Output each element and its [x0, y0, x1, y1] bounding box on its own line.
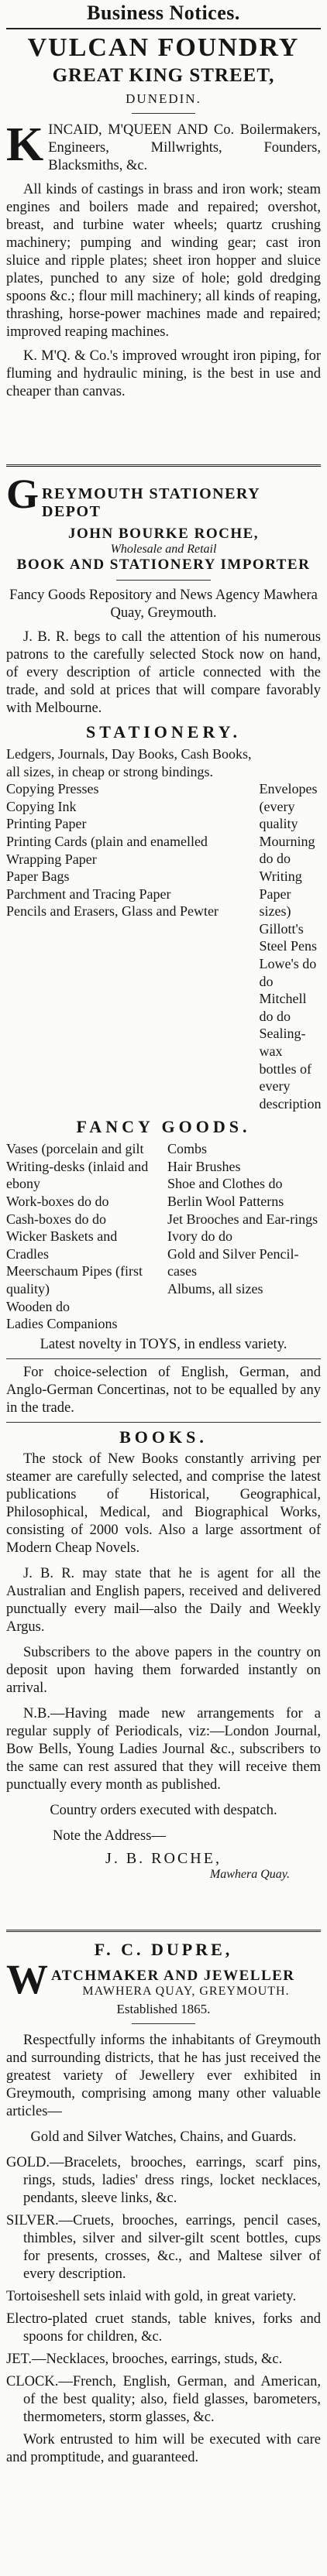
- list-item: Gold and Silver Pencil-cases: [167, 1245, 299, 1279]
- list-item: Shoe and Clothes do: [167, 1176, 283, 1192]
- list-item: bottles of every description: [259, 1060, 322, 1112]
- list-item: Combs: [167, 1141, 208, 1157]
- dupre-address: MAWHERA QUAY, GREYMOUTH.: [82, 1985, 290, 1998]
- books-notice: The stock of New Books constantly arriving per steamer are carefully selected, and comprise the latest publications of Historical, Geographical, Philosophical, Medical, and Biographical Works, consisting of 2000 vols. Also a large assortment of Modern Cheap Novels.: [6, 1451, 321, 1556]
- dupre-tortoiseshell: Tortoiseshell sets inlaid with gold, in great variety.: [6, 2289, 297, 2304]
- list-item: Writing-desks (inlaid and ebony: [6, 1158, 149, 1192]
- dupre-gold: GOLD.—Bracelets, brooches, earrings, scarf pins, rings, studs, ladies' dress rings, locket necklaces, pendants, sleeve links, &c.: [6, 2155, 321, 2206]
- vulcan-title: VULCAN FOUNDRY: [27, 33, 300, 62]
- list-item: Printing Paper: [6, 816, 87, 832]
- dupre-jeweller-ad: [6, 1940, 321, 2543]
- list-item: Ivory do do: [167, 1228, 232, 1245]
- vulcan-closing: K. M'Q. & Co.'s improved wrought iron piping, for fluming and hydraulic mining, is the best in use and cheaper than canvas.: [6, 348, 321, 399]
- concertinas-notice: For choice-selection of English, German, and Anglo-German Concertinas, not to be equalled by any in the trade.: [6, 1364, 321, 1416]
- stationery-list: [6, 745, 321, 1112]
- divider: [6, 1358, 321, 1359]
- list-item: Ledgers, Journals, Day Books, Cash Books,: [6, 746, 252, 762]
- list-item: Wooden do: [6, 1298, 71, 1314]
- list-item: Pencils and Erasers, Glass and Pewter: [6, 903, 219, 920]
- stationery-depot-ad: [6, 474, 321, 1922]
- subscribers-notice: Subscribers to the above papers in the country on deposit upon having them forwarded instantly on arrival.: [6, 1644, 321, 1696]
- list-item: Ladies Companions: [6, 1316, 118, 1332]
- list-item: all sizes, in cheap or strong bindings.: [6, 763, 213, 779]
- list-item: Lowe's do do: [259, 955, 317, 989]
- list-item: Albums, all sizes: [167, 1281, 263, 1297]
- dupre-electro: Electro-plated cruet stands, table knives, forks and spoons for children, &c.: [6, 2311, 321, 2345]
- vulcan-drop-cap: K: [6, 118, 44, 171]
- dupre-trade: ATCHMAKER AND JEWELLER: [51, 1968, 295, 1984]
- dupre-title: F. C. DUPRE,: [94, 1940, 233, 1959]
- address-note: Note the Address—: [53, 1828, 166, 1844]
- list-item: Mourning do do: [259, 833, 315, 867]
- divider: [6, 28, 321, 29]
- list-item: Sealing-wax: [259, 1026, 306, 1059]
- agent-notice: J. B. R. may state that he is agent for all the Australian and English papers, received and delivered punctually every mail—also the Daily and Weekly Argus.: [6, 1565, 321, 1635]
- list-item: Mitchell do do: [259, 991, 307, 1024]
- dupre-gold-watches: Gold and Silver Watches, Chains, and Guards.: [30, 2129, 297, 2145]
- divider: [6, 464, 321, 467]
- list-item: Wicker Baskets and Cradles: [6, 1228, 118, 1262]
- fancy-goods-left: [6, 1140, 160, 1333]
- stationery-signature: J. B. ROCHE,: [105, 1849, 222, 1867]
- dupre-intro: Respectfully informs the inhabitants of Greymouth and surrounding districts, that he has just received the greatest variety of Jewellery ever exhibited in Greymouth, comprising among many other valuable articles—: [6, 2033, 321, 2119]
- list-item: Hair Brushes: [167, 1158, 241, 1174]
- list-item: Cash-boxes do do: [6, 1211, 106, 1227]
- books-heading: BOOKS.: [119, 1427, 208, 1447]
- dupre-jet: JET.—Necklaces, brooches, earrings, studs, &c.: [6, 2352, 283, 2367]
- vulcan-foundry-ad: [6, 33, 321, 457]
- vulcan-town: DUNEDIN.: [126, 91, 201, 106]
- stationery-fancy-line: Fancy Goods Repository and News Agency Mawhera Quay, Greymouth.: [9, 587, 318, 621]
- fancy-goods-right: [167, 1140, 321, 1333]
- vulcan-intro: INCAID, M'QUEEN AND Co. Boilermakers, Engineers, Millwrights, Founders, Blacksmiths, &c.: [48, 122, 321, 173]
- list-item: Copying Presses: [6, 781, 99, 797]
- list-item: Gillott's Steel Pens: [259, 920, 317, 954]
- dupre-silver: SILVER.—Cruets, brooches, earrings, pencil cases, thimbles, silver and silver-gilt scent bottles, cups for presents, crosses, &c., and Maltese silver of every description.: [6, 2213, 321, 2282]
- dupre-work: Work entrusted to him will be executed with care and promptitude, and guaranteed.: [6, 2432, 321, 2465]
- list-item: Envelopes (every quality: [259, 781, 318, 832]
- divider: [6, 1930, 321, 1932]
- list-item: Paper Bags: [6, 868, 70, 885]
- list-item: Copying Ink: [6, 798, 77, 814]
- fancy-goods-heading: FANCY GOODS.: [76, 1117, 251, 1137]
- section-header: Business Notices.: [87, 2, 240, 24]
- list-item: Work-boxes do do: [6, 1194, 109, 1210]
- stationery-address: Mawhera Quay.: [209, 1867, 290, 1881]
- stationery-list-left: [6, 745, 251, 1112]
- list-item: Parchment and Tracing Paper: [6, 886, 171, 902]
- stationery-notice: J. B. R. begs to call the attention of his numerous patrons to the carefully selected Stock now on hand, of every description of article connected with the trade, and sold at prices that will compare favorably with Melbourne.: [6, 629, 321, 716]
- list-item: Writing Paper sizes): [259, 868, 302, 920]
- divider: [6, 1422, 321, 1423]
- toys-line: Latest novelty in TOYS, in endless variety.: [40, 1336, 287, 1352]
- list-item: Berlin Wool Patterns: [167, 1194, 284, 1210]
- country-orders: Country orders executed with despatch.: [50, 1802, 277, 1818]
- divider: [132, 113, 194, 114]
- list-item: Wrapping Paper: [6, 851, 97, 867]
- dupre-clock: CLOCK.—French, English, German, and American, of the best quality; also, field glasses, barometers, thermometers, storm glasses, &c.: [6, 2374, 321, 2425]
- stationery-drop-cap: G: [6, 474, 40, 517]
- list-item: Vases (porcelain and gilt: [6, 1141, 144, 1157]
- nb-notice: N.B.—Having made new arrangements for a regular supply of Periodicals, viz:—London Journal, Bow Bells, Young Ladies Journal &c., subscribers to the same can rest assured that they will receive them punctually every month as published.: [6, 1705, 321, 1793]
- list-item: Printing Cards (plain and enamelled: [6, 833, 208, 849]
- dupre-established: Established 1865.: [116, 2002, 211, 2016]
- stationery-list-right: [259, 745, 321, 1112]
- stationery-title: REYMOUTH STATIONERY DEPOT: [42, 485, 260, 520]
- fancy-goods-list: [6, 1140, 321, 1333]
- list-item: Jet Brooches and Ear-rings: [167, 1211, 318, 1227]
- vulcan-street: GREAT KING STREET,: [52, 65, 275, 86]
- stationery-trade: Wholesale and Retail: [110, 543, 217, 556]
- stationery-proprietor: JOHN BOURKE ROCHE,: [67, 526, 260, 542]
- stationery-business: BOOK AND STATIONERY IMPORTER: [16, 557, 311, 573]
- stationery-section-heading: STATIONERY.: [86, 722, 241, 742]
- divider: [116, 580, 211, 581]
- divider: [132, 2023, 194, 2024]
- list-item: Meerschaum Pipes (first quality): [6, 1263, 143, 1297]
- vulcan-body: All kinds of castings in brass and iron work; steam engines and boilers made and repaired; overshot, breast, and turbine water wheels; quartz crushing machinery; pumping and winding gear; cast iron sluice and ripple plates; sheet iron hopper and sluice plates, punched to any size of hole; gold dredging spoons &c.; flour mill machinery; all kinds of reaping, thrashing, horse-power machines made and repaired; improved reaping machines.: [6, 182, 321, 340]
- dupre-drop-cap: W: [6, 1960, 48, 1999]
